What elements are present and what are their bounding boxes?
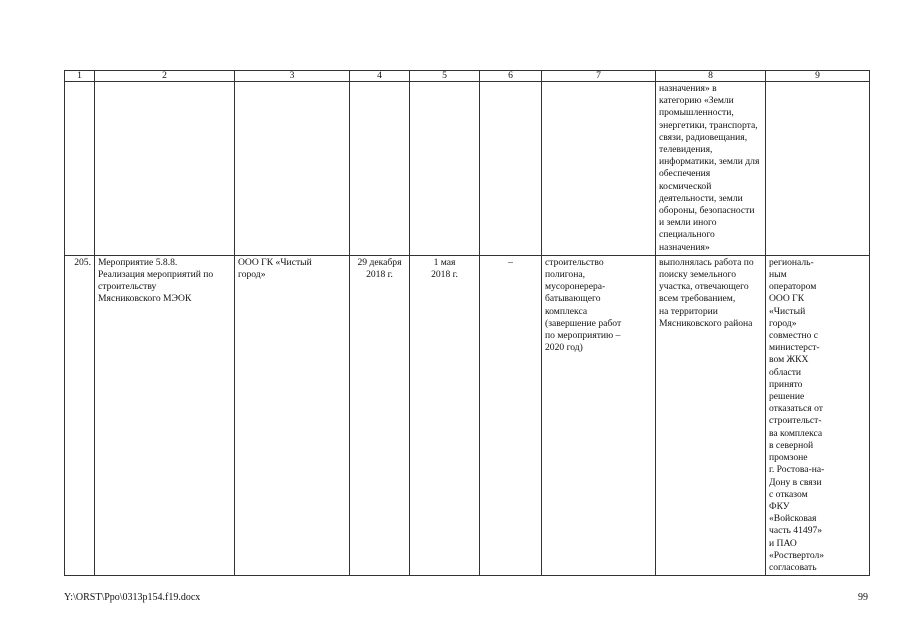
cell-expected-result: строительство полигона, мусоронерера- батывающего комплекса (завершение работ по мероприятию – 2020 год): [542, 255, 656, 575]
cell-actual-result: выполнялась работа по поиску земельного участка, отвечающего всем требованием, на территории Мясниковского района: [656, 255, 766, 575]
cell-executor: ООО ГК «Чистый город»: [235, 255, 350, 575]
cell-measure: Мероприятие 5.8.8. Реализация мероприятий по строительству Мясниковского МЭОК: [95, 255, 235, 575]
cell-row-number: 205.: [65, 255, 95, 575]
cell-empty: [235, 82, 350, 256]
header-col-1: 1: [65, 71, 95, 82]
cell-planned-date: 29 декабря 2018 г.: [350, 255, 410, 575]
page-number: 99: [858, 592, 868, 603]
header-col-5: 5: [410, 71, 480, 82]
cell-result-continuation: назначения» в категорию «Земли промышленности, энергетики, транспорта, связи, радиовещания, телевидения, информатики, земли для обеспечения космической деятельности, земли обороны, безопасности и земли иного специального назначения»: [656, 82, 766, 256]
cell-empty: [480, 82, 542, 256]
cell-col6: –: [480, 255, 542, 575]
cell-empty: [410, 82, 480, 256]
header-col-7: 7: [542, 71, 656, 82]
table-row-205: [65, 255, 870, 575]
table-row-continuation: [65, 82, 870, 256]
cell-empty: [542, 82, 656, 256]
cell-actual-date: 1 мая 2018 г.: [410, 255, 480, 575]
header-col-9: 9: [766, 71, 870, 82]
header-row: [65, 71, 870, 82]
header-col-8: 8: [656, 71, 766, 82]
cell-empty: [95, 82, 235, 256]
cell-empty: [766, 82, 870, 256]
cell-comment: региональ- ным оператором ООО ГК «Чистый город» совместно с министерст- вом ЖКХ области принято решение отказаться от строительст- ва комплекса в северной промзоне г. Ростова-на- Дону в связи с отказом ФКУ «Войсковая часть 41497» и ПАО «Роствертол» согласовать: [766, 255, 870, 575]
header-col-4: 4: [350, 71, 410, 82]
report-table: [64, 70, 870, 576]
cell-empty: [65, 82, 95, 256]
footer-file-path: Y:\ORST\Ppo\0313p154.f19.docx: [64, 592, 201, 603]
header-col-3: 3: [235, 71, 350, 82]
cell-empty: [350, 82, 410, 256]
header-col-6: 6: [480, 71, 542, 82]
header-col-2: 2: [95, 71, 235, 82]
